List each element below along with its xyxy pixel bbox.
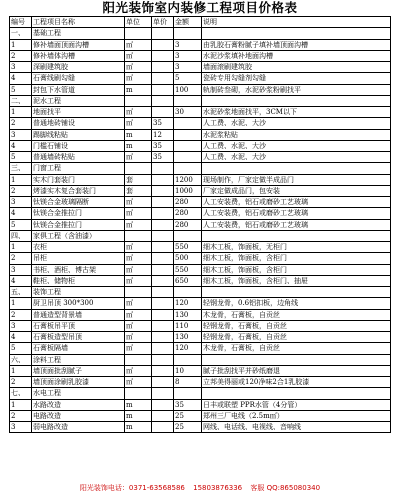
cell-unit: ㎡ <box>125 39 152 50</box>
cell-unit: m <box>125 129 152 140</box>
cell-no: 1 <box>10 39 32 50</box>
cell-note: 网线、电话线、电视线、音响线 <box>202 422 391 433</box>
cell-note: 轻钢龙骨，石膏板，自贡丝 <box>202 320 391 331</box>
cell-note: 轻钢龙骨，石膏板，自贡丝 <box>202 332 391 343</box>
cell-item-name: 钛镁合金推拉门 <box>32 219 125 230</box>
cell-item-name: 水路改造 <box>32 399 125 410</box>
empty-cell <box>152 354 174 365</box>
cell-amount: 550 <box>174 242 202 253</box>
section-number: 二、 <box>10 95 32 106</box>
empty-cell <box>174 163 202 174</box>
cell-item-name: 封包下水管道 <box>32 84 125 95</box>
cell-price <box>152 219 174 230</box>
table-row <box>10 264 391 275</box>
cell-no: 4 <box>10 275 32 286</box>
section-row <box>10 388 391 399</box>
cell-amount: 120 <box>174 298 202 309</box>
table-header-row <box>10 17 391 28</box>
cell-unit: ㎡ <box>125 275 152 286</box>
cell-price: 35 <box>152 152 174 163</box>
table-row <box>10 275 391 286</box>
cell-price <box>152 208 174 219</box>
table-row <box>10 253 391 264</box>
cell-no: 4 <box>10 140 32 151</box>
section-title: 门窗工程 <box>32 163 125 174</box>
table-row <box>10 320 391 331</box>
empty-cell <box>152 95 174 106</box>
empty-cell <box>125 287 152 298</box>
cell-unit: ㎡ <box>125 298 152 309</box>
empty-cell <box>202 163 391 174</box>
cell-item-name: 踢脚线粘贴 <box>32 129 125 140</box>
cell-no: 2 <box>10 309 32 320</box>
cell-price <box>152 275 174 286</box>
cell-amount: 500 <box>174 253 202 264</box>
section-title: 涂料工程 <box>32 354 125 365</box>
cell-unit: ㎡ <box>125 242 152 253</box>
empty-cell <box>125 388 152 399</box>
cell-no: 3 <box>10 320 32 331</box>
cell-amount: 120 <box>174 343 202 354</box>
table-row <box>10 343 391 354</box>
cell-note: 细木工板，饰面板，无柜门 <box>202 242 391 253</box>
cell-no: 3 <box>10 264 32 275</box>
cell-item-name: 地面找平 <box>32 107 125 118</box>
cell-item-name: 石膏板吊平顶 <box>32 320 125 331</box>
empty-cell <box>174 28 202 39</box>
cell-amount: 35 <box>174 399 202 410</box>
cell-note: 人工安装费，铝石或磨砂工艺玻璃 <box>202 197 391 208</box>
empty-cell <box>202 28 391 39</box>
cell-unit: ㎡ <box>125 208 152 219</box>
table-body <box>10 28 391 433</box>
cell-no: 2 <box>10 410 32 421</box>
section-row <box>10 230 391 241</box>
cell-item-name: 钛镁合金推拉门 <box>32 208 125 219</box>
cell-item-name: 厨卫吊顶 300*300 <box>32 298 125 309</box>
cell-no: 1 <box>10 399 32 410</box>
cell-note: 日丰或联塑 PPR水管（4分管） <box>202 399 391 410</box>
section-number: 三、 <box>10 163 32 174</box>
table-row <box>10 298 391 309</box>
cell-price <box>152 320 174 331</box>
cell-unit: ㎡ <box>125 253 152 264</box>
cell-item-name: 吊柜 <box>32 253 125 264</box>
cell-price <box>152 73 174 84</box>
cell-note: 墙面滚刷建筑胶 <box>202 62 391 73</box>
cell-price <box>152 410 174 421</box>
cell-unit: ㎡ <box>125 118 152 129</box>
empty-cell <box>125 230 152 241</box>
price-table <box>9 16 391 433</box>
cell-item-name: 普通造型背景墙 <box>32 309 125 320</box>
empty-cell <box>152 230 174 241</box>
cell-amount <box>174 140 202 151</box>
section-number: 七、 <box>10 388 32 399</box>
cell-no: 2 <box>10 253 32 264</box>
cell-no: 5 <box>10 343 32 354</box>
table-row <box>10 365 391 376</box>
cell-note: 轨制砖叁砌，水泥砂浆粉刷找平 <box>202 84 391 95</box>
empty-cell <box>174 388 202 399</box>
contact-footer <box>0 483 400 494</box>
cell-unit: ㎡ <box>125 73 152 84</box>
cell-item-name: 普通地砖铺设 <box>32 118 125 129</box>
cell-unit: ㎡ <box>125 62 152 73</box>
footer-qq: 客服 QQ:865080340 <box>250 484 321 492</box>
cell-note: 人工费、水泥、大沙 <box>202 152 391 163</box>
cell-item-name: 门槛石铺设 <box>32 140 125 151</box>
cell-item-name: 深刷建筑胶 <box>32 62 125 73</box>
cell-item-name: 墙顶面批刮腻子 <box>32 365 125 376</box>
cell-price: 12 <box>152 129 174 140</box>
cell-item-name: 修补墙体沟槽 <box>32 50 125 61</box>
empty-cell <box>174 354 202 365</box>
cell-price <box>152 377 174 388</box>
cell-amount: 3 <box>174 50 202 61</box>
empty-cell <box>125 28 152 39</box>
table-row <box>10 39 391 50</box>
empty-cell <box>174 230 202 241</box>
cell-price <box>152 343 174 354</box>
cell-no: 3 <box>10 422 32 433</box>
cell-unit: ㎡ <box>125 365 152 376</box>
cell-amount <box>174 152 202 163</box>
table-row <box>10 152 391 163</box>
cell-price <box>152 309 174 320</box>
cell-item-name: 书柜、酒柜、博古架 <box>32 264 125 275</box>
empty-cell <box>152 287 174 298</box>
cell-note: 水泥沙浆填补地面沟槽 <box>202 50 391 61</box>
cell-note: 细木工板，饰面板，含柜门 <box>202 253 391 264</box>
cell-price <box>152 107 174 118</box>
section-row <box>10 95 391 106</box>
cell-item-name: 鞋柜、储物柜 <box>32 275 125 286</box>
section-title: 家俱工程（含油漆） <box>32 230 125 241</box>
cell-no: 5 <box>10 219 32 230</box>
cell-amount: 1000 <box>174 185 202 196</box>
cell-note: 腻子批刮找平并砂纸磨退 <box>202 365 391 376</box>
cell-no: 4 <box>10 73 32 84</box>
table-row <box>10 219 391 230</box>
header-price: 单价 <box>152 17 174 28</box>
table-row <box>10 73 391 84</box>
table-row <box>10 208 391 219</box>
table-row <box>10 410 391 421</box>
cell-note: 厂家定做成品门，包安装 <box>202 185 391 196</box>
cell-amount: 110 <box>174 320 202 331</box>
footer-mobile: 15803876336 <box>193 484 243 492</box>
cell-price <box>152 84 174 95</box>
table-row <box>10 309 391 320</box>
cell-item-name: 钛镁合金玻璃隔断 <box>32 197 125 208</box>
cell-unit: ㎡ <box>125 197 152 208</box>
cell-no: 2 <box>10 118 32 129</box>
cell-amount: 3 <box>174 39 202 50</box>
cell-unit: ㎡ <box>125 377 152 388</box>
footer-company-phone: 阳光装饰电话：0371-63568586 <box>79 484 185 492</box>
cell-item-name: 衣柜 <box>32 242 125 253</box>
cell-price <box>152 197 174 208</box>
cell-amount: 130 <box>174 309 202 320</box>
cell-note: 由乳胶石膏粉腻子填补墙顶面沟槽 <box>202 39 391 50</box>
cell-no: 2 <box>10 50 32 61</box>
cell-note: 人工费、水泥、大沙 <box>202 140 391 151</box>
cell-note: 轻钢龙骨，0.6铝扣板，边角线 <box>202 298 391 309</box>
cell-no: 1 <box>10 242 32 253</box>
cell-amount: 1200 <box>174 174 202 185</box>
cell-item-name: 修补墙面顶面沟槽 <box>32 39 125 50</box>
table-row <box>10 107 391 118</box>
empty-cell <box>202 287 391 298</box>
cell-no: 1 <box>10 365 32 376</box>
cell-unit: 套 <box>125 174 152 185</box>
cell-unit: m <box>125 399 152 410</box>
table-row <box>10 332 391 343</box>
cell-unit: 套 <box>125 185 152 196</box>
cell-unit: ㎡ <box>125 152 152 163</box>
table-row <box>10 84 391 95</box>
section-row <box>10 287 391 298</box>
cell-unit: ㎡ <box>125 332 152 343</box>
cell-note: 人工费、水泥、大沙 <box>202 118 391 129</box>
cell-amount <box>174 129 202 140</box>
empty-cell <box>174 287 202 298</box>
cell-item-name: 墙顶面涂刷乳胶漆 <box>32 377 125 388</box>
cell-no: 1 <box>10 107 32 118</box>
cell-no: 5 <box>10 152 32 163</box>
cell-price: 35 <box>152 140 174 151</box>
cell-item-name: 石膏线刷勾缝 <box>32 73 125 84</box>
empty-cell <box>152 163 174 174</box>
header-note: 说明 <box>202 17 391 28</box>
cell-price <box>152 50 174 61</box>
empty-cell <box>152 388 174 399</box>
table-row <box>10 50 391 61</box>
cell-no: 1 <box>10 174 32 185</box>
cell-note: 立邦美得丽或120净味2合1乳胶漆 <box>202 377 391 388</box>
cell-note: 人工安装费，铝石或磨砂工艺玻璃 <box>202 208 391 219</box>
cell-amount: 10 <box>174 365 202 376</box>
cell-unit: ㎡ <box>125 50 152 61</box>
cell-unit: m <box>125 422 152 433</box>
cell-price <box>152 174 174 185</box>
cell-amount: 25 <box>174 422 202 433</box>
cell-amount: 3 <box>174 62 202 73</box>
cell-amount: 130 <box>174 332 202 343</box>
cell-item-name: 普通墙砖粘贴 <box>32 152 125 163</box>
section-title: 泥水工程 <box>32 95 125 106</box>
cell-price <box>152 242 174 253</box>
cell-no: 2 <box>10 185 32 196</box>
empty-cell <box>125 354 152 365</box>
cell-price <box>152 399 174 410</box>
cell-amount: 100 <box>174 84 202 95</box>
header-no: 编号 <box>10 17 32 28</box>
cell-price <box>152 253 174 264</box>
cell-unit: m <box>125 140 152 151</box>
cell-price <box>152 185 174 196</box>
empty-cell <box>202 354 391 365</box>
cell-amount: 280 <box>174 219 202 230</box>
cell-unit: ㎡ <box>125 219 152 230</box>
section-number: 六、 <box>10 354 32 365</box>
table-row <box>10 242 391 253</box>
cell-price <box>152 365 174 376</box>
cell-amount: 550 <box>174 264 202 275</box>
cell-no: 4 <box>10 208 32 219</box>
cell-unit: m <box>125 410 152 421</box>
empty-cell <box>174 95 202 106</box>
cell-note: 木龙骨，石膏板，自贡丝 <box>202 309 391 320</box>
cell-no: 4 <box>10 332 32 343</box>
cell-unit: ㎡ <box>125 309 152 320</box>
section-number: 五、 <box>10 287 32 298</box>
table-row <box>10 62 391 73</box>
cell-item-name: 弱电路改造 <box>32 422 125 433</box>
cell-price <box>152 298 174 309</box>
cell-price <box>152 332 174 343</box>
section-row <box>10 163 391 174</box>
section-number: 一、 <box>10 28 32 39</box>
cell-note: 细木工板，饰面板，含柜门、抽屉 <box>202 275 391 286</box>
cell-item-name: 烤漆实木复合套装门 <box>32 185 125 196</box>
empty-cell <box>152 28 174 39</box>
cell-no: 1 <box>10 298 32 309</box>
cell-amount: 280 <box>174 208 202 219</box>
cell-price <box>152 264 174 275</box>
cell-unit: ㎡ <box>125 320 152 331</box>
cell-amount: 8 <box>174 377 202 388</box>
cell-unit: m <box>125 84 152 95</box>
table-row <box>10 422 391 433</box>
section-title: 基础工程 <box>32 28 125 39</box>
empty-cell <box>202 230 391 241</box>
cell-unit: ㎡ <box>125 107 152 118</box>
cell-item-name: 石膏板造型吊顶 <box>32 332 125 343</box>
cell-amount: 25 <box>174 410 202 421</box>
cell-no: 3 <box>10 62 32 73</box>
table-row <box>10 140 391 151</box>
empty-cell <box>125 95 152 106</box>
table-row <box>10 174 391 185</box>
cell-amount: 30 <box>174 107 202 118</box>
cell-note: 木龙骨，石膏板，自贡丝 <box>202 343 391 354</box>
cell-no: 5 <box>10 84 32 95</box>
cell-price <box>152 422 174 433</box>
cell-unit: ㎡ <box>125 264 152 275</box>
cell-item-name: 实木门套装门 <box>32 174 125 185</box>
cell-note: 水泥浆粘贴 <box>202 129 391 140</box>
section-row <box>10 28 391 39</box>
section-number: 四、 <box>10 230 32 241</box>
header-amount: 金额 <box>174 17 202 28</box>
section-row <box>10 354 391 365</box>
empty-cell <box>202 388 391 399</box>
cell-no: 2 <box>10 377 32 388</box>
cell-price <box>152 39 174 50</box>
empty-cell <box>202 95 391 106</box>
cell-no: 3 <box>10 197 32 208</box>
cell-price: 35 <box>152 118 174 129</box>
table-row <box>10 129 391 140</box>
cell-note: 人工安装费，铝石或磨砂工艺玻璃 <box>202 219 391 230</box>
table-row <box>10 399 391 410</box>
cell-no: 3 <box>10 129 32 140</box>
cell-note: 郑州三厂电线（2.5m㎡） <box>202 410 391 421</box>
cell-item-name: 石膏板隔墙 <box>32 343 125 354</box>
cell-amount: 280 <box>174 197 202 208</box>
table-row <box>10 197 391 208</box>
cell-unit: ㎡ <box>125 343 152 354</box>
section-title: 水电工程 <box>32 388 125 399</box>
cell-price <box>152 62 174 73</box>
page-title: 阳光装饰室内装修工程项目价格表 <box>102 0 298 15</box>
table-row <box>10 377 391 388</box>
cell-item-name: 电路改造 <box>32 410 125 421</box>
cell-note: 水泥砂浆地面找平，3CM以下 <box>202 107 391 118</box>
cell-amount <box>174 118 202 129</box>
cell-note: 瓷砖专用勾缝剂勾缝 <box>202 73 391 84</box>
table-row <box>10 185 391 196</box>
cell-note: 细木工板，饰面板，含柜门 <box>202 264 391 275</box>
cell-amount: 650 <box>174 275 202 286</box>
cell-note: 现场制作，厂家定做半成品门 <box>202 174 391 185</box>
section-title: 装饰工程 <box>32 287 125 298</box>
header-unit: 单位 <box>125 17 152 28</box>
empty-cell <box>125 163 152 174</box>
table-row <box>10 118 391 129</box>
header-item-name: 工程项目名称 <box>32 17 125 28</box>
cell-amount: 5 <box>174 73 202 84</box>
